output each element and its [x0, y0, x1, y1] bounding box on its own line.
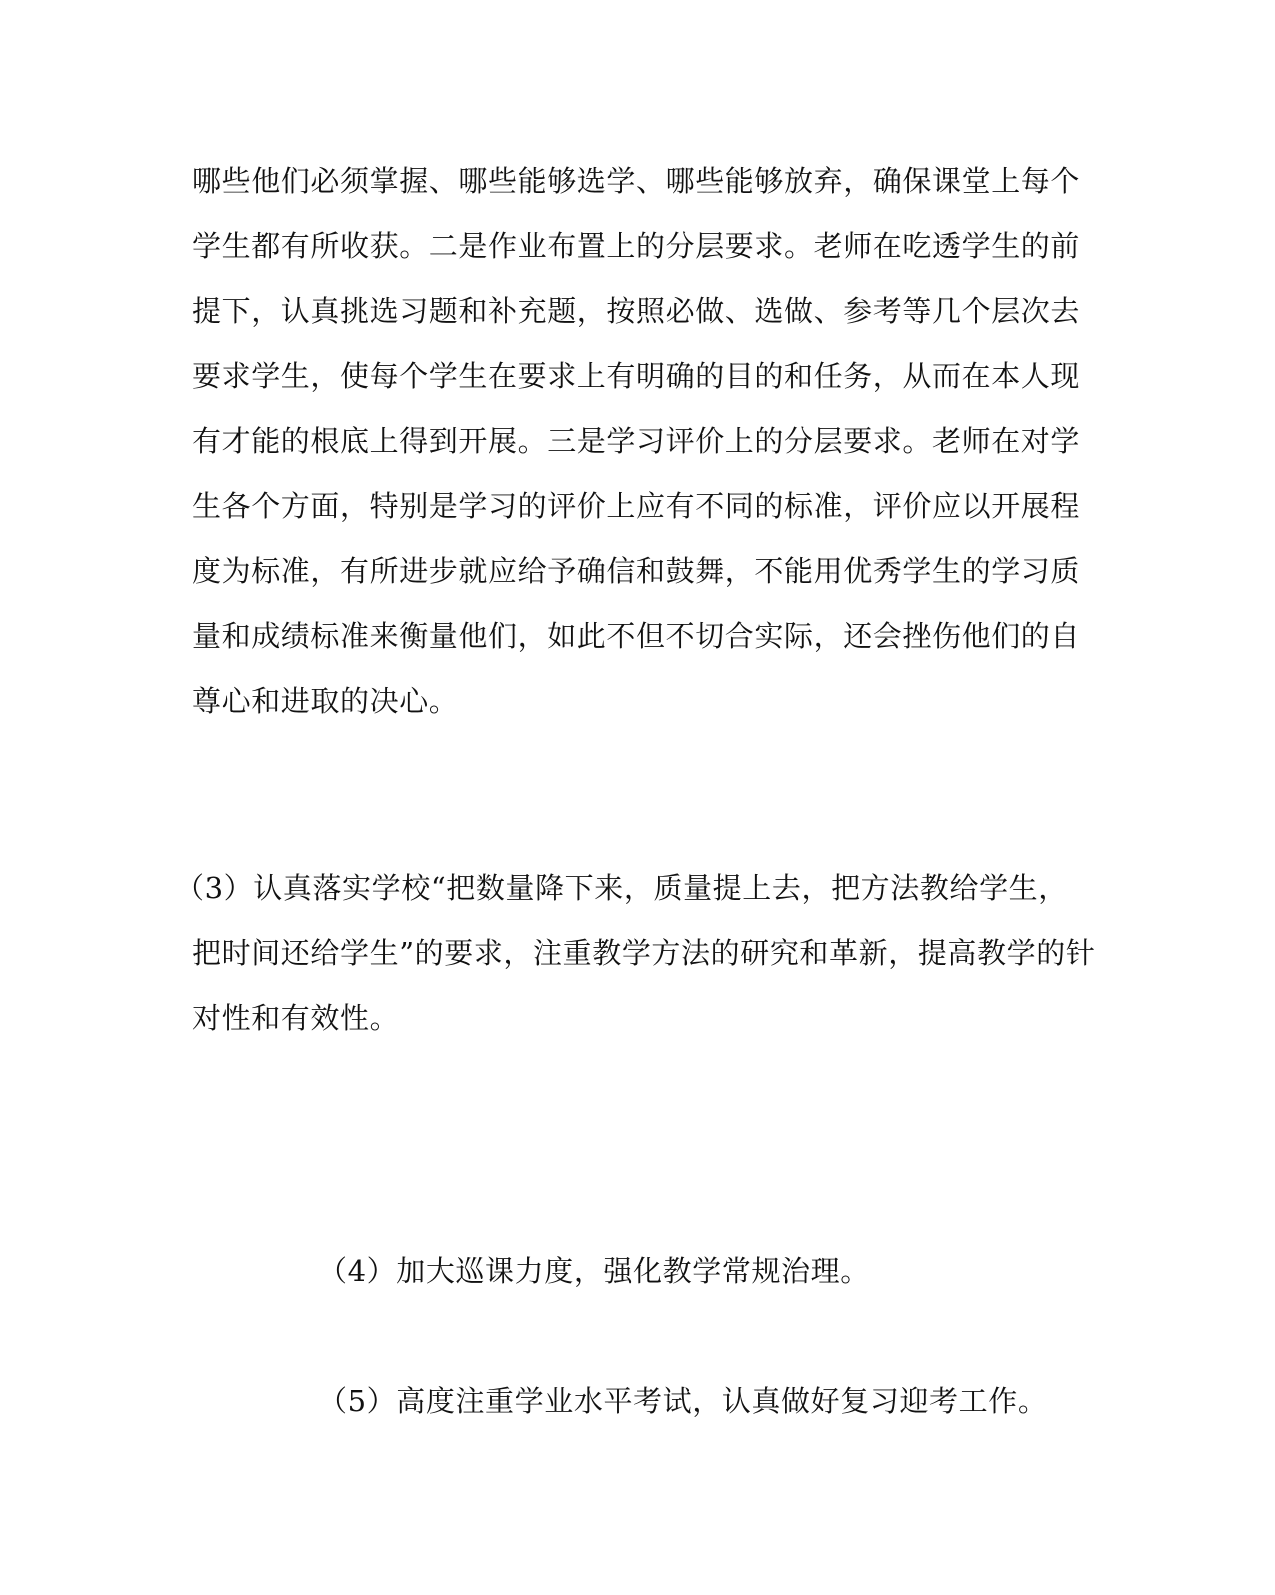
list-item-4: （4）加大巡课力度，强化教学常规治理。 — [318, 1254, 870, 1288]
paragraph-line: 学生都有所收获。二是作业布置上的分层要求。老师在吃透学生的前 — [192, 229, 1081, 263]
paragraph-line: 提下，认真挑选习题和补充题，按照必做、选做、参考等几个层次去 — [192, 294, 1081, 328]
paragraph-line: 尊心和进取的决心。 — [192, 684, 459, 718]
paragraph-line: 有才能的根底上得到开展。三是学习评价上的分层要求。老师在对学 — [192, 424, 1081, 458]
paragraph-line: 量和成绩标准来衡量他们，如此不但不切合实际，还会挫伤他们的自 — [192, 619, 1081, 653]
paragraph-line: （3）认真落实学校“把数量降下来，质量提上去，把方法教给学生， — [175, 871, 1068, 905]
paragraph-line: 哪些他们必须掌握、哪些能够选学、哪些能够放弃，确保课堂上每个 — [192, 164, 1081, 198]
paragraph-line: 生各个方面，特别是学习的评价上应有不同的标准，评价应以开展程 — [192, 489, 1081, 523]
list-item-5: （5）高度注重学业水平考试，认真做好复习迎考工作。 — [318, 1384, 1048, 1418]
paragraph-line: 把时间还给学生”的要求，注重教学方法的研究和革新，提高教学的针 — [192, 936, 1096, 970]
paragraph-line: 度为标准，有所进步就应给予确信和鼓舞，不能用优秀学生的学习质 — [192, 554, 1081, 588]
paragraph-line: 要求学生，使每个学生在要求上有明确的目的和任务，从而在本人现 — [192, 359, 1081, 393]
paragraph-line: 对性和有效性。 — [192, 1001, 400, 1035]
